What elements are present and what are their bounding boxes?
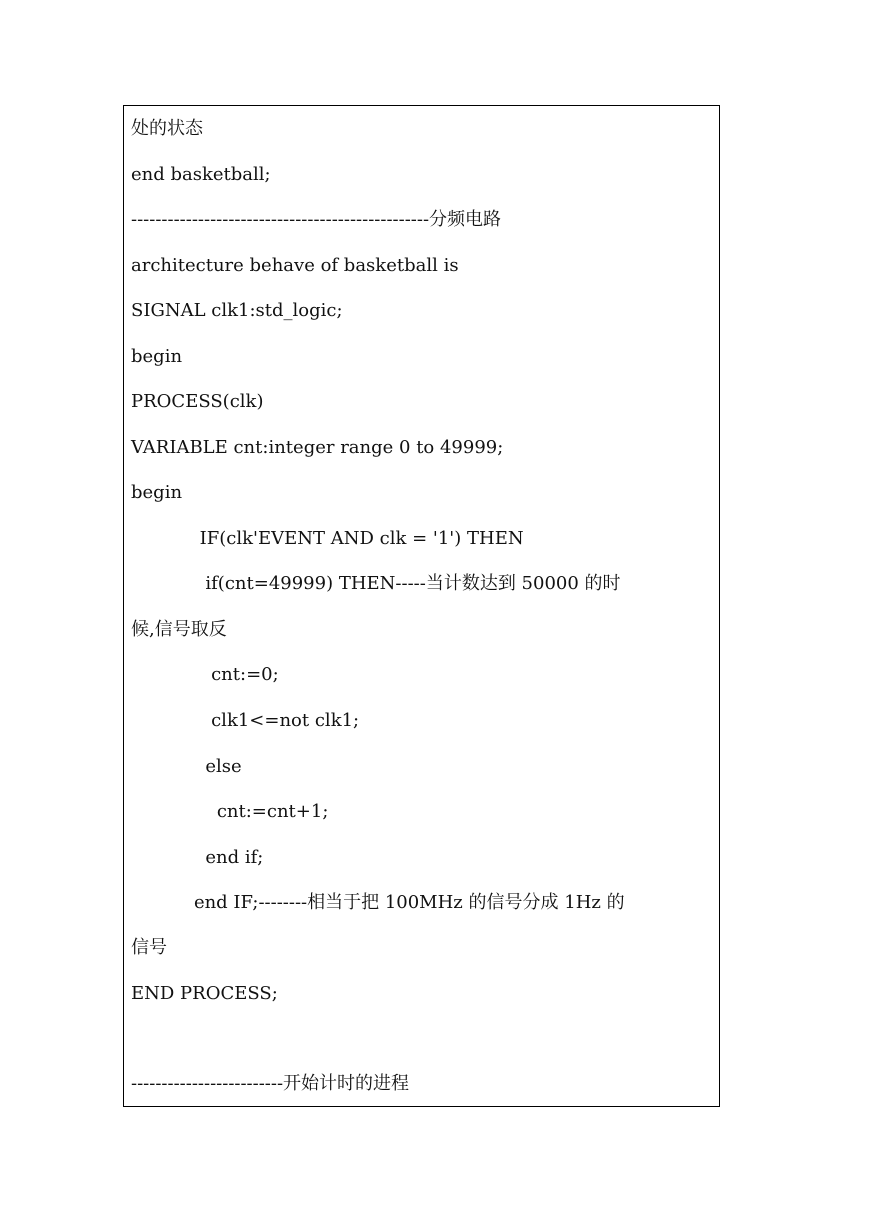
code-line-6: begin [131, 346, 183, 367]
code-line-19: 信号 [131, 937, 167, 958]
code-line-22: -------------------------开始计时的进程 [131, 1073, 410, 1094]
code-line-5: SIGNAL clk1:std_logic; [131, 300, 343, 321]
code-line-18: end IF;--------相当于把 100MHz 的信号分成 1Hz 的 [131, 892, 625, 913]
code-line-14: clk1<=not clk1; [131, 710, 360, 731]
code-line-17: end if; [131, 847, 264, 868]
code-line-1: 处的状态 [131, 118, 203, 139]
code-line-13: cnt:=0; [131, 664, 279, 685]
code-line-8: VARIABLE cnt:integer range 0 to 49999; [131, 437, 504, 458]
code-line-11: if(cnt=49999) THEN-----当计数达到 50000 的时 [131, 573, 621, 594]
code-line-20: END PROCESS; [131, 983, 278, 1004]
code-line-15: else [131, 756, 242, 777]
code-line-16: cnt:=cnt+1; [131, 801, 329, 822]
code-line-10: IF(clk'EVENT AND clk = '1') THEN [131, 528, 524, 549]
code-line-2: end basketball; [131, 164, 271, 185]
code-line-9: begin [131, 482, 183, 503]
code-line-12: 候,信号取反 [131, 619, 227, 640]
code-line-3: -------------------------------------------------分频电路 [131, 209, 502, 230]
code-line-7: PROCESS(clk) [131, 391, 264, 412]
code-line-4: architecture behave of basketball is [131, 255, 459, 276]
